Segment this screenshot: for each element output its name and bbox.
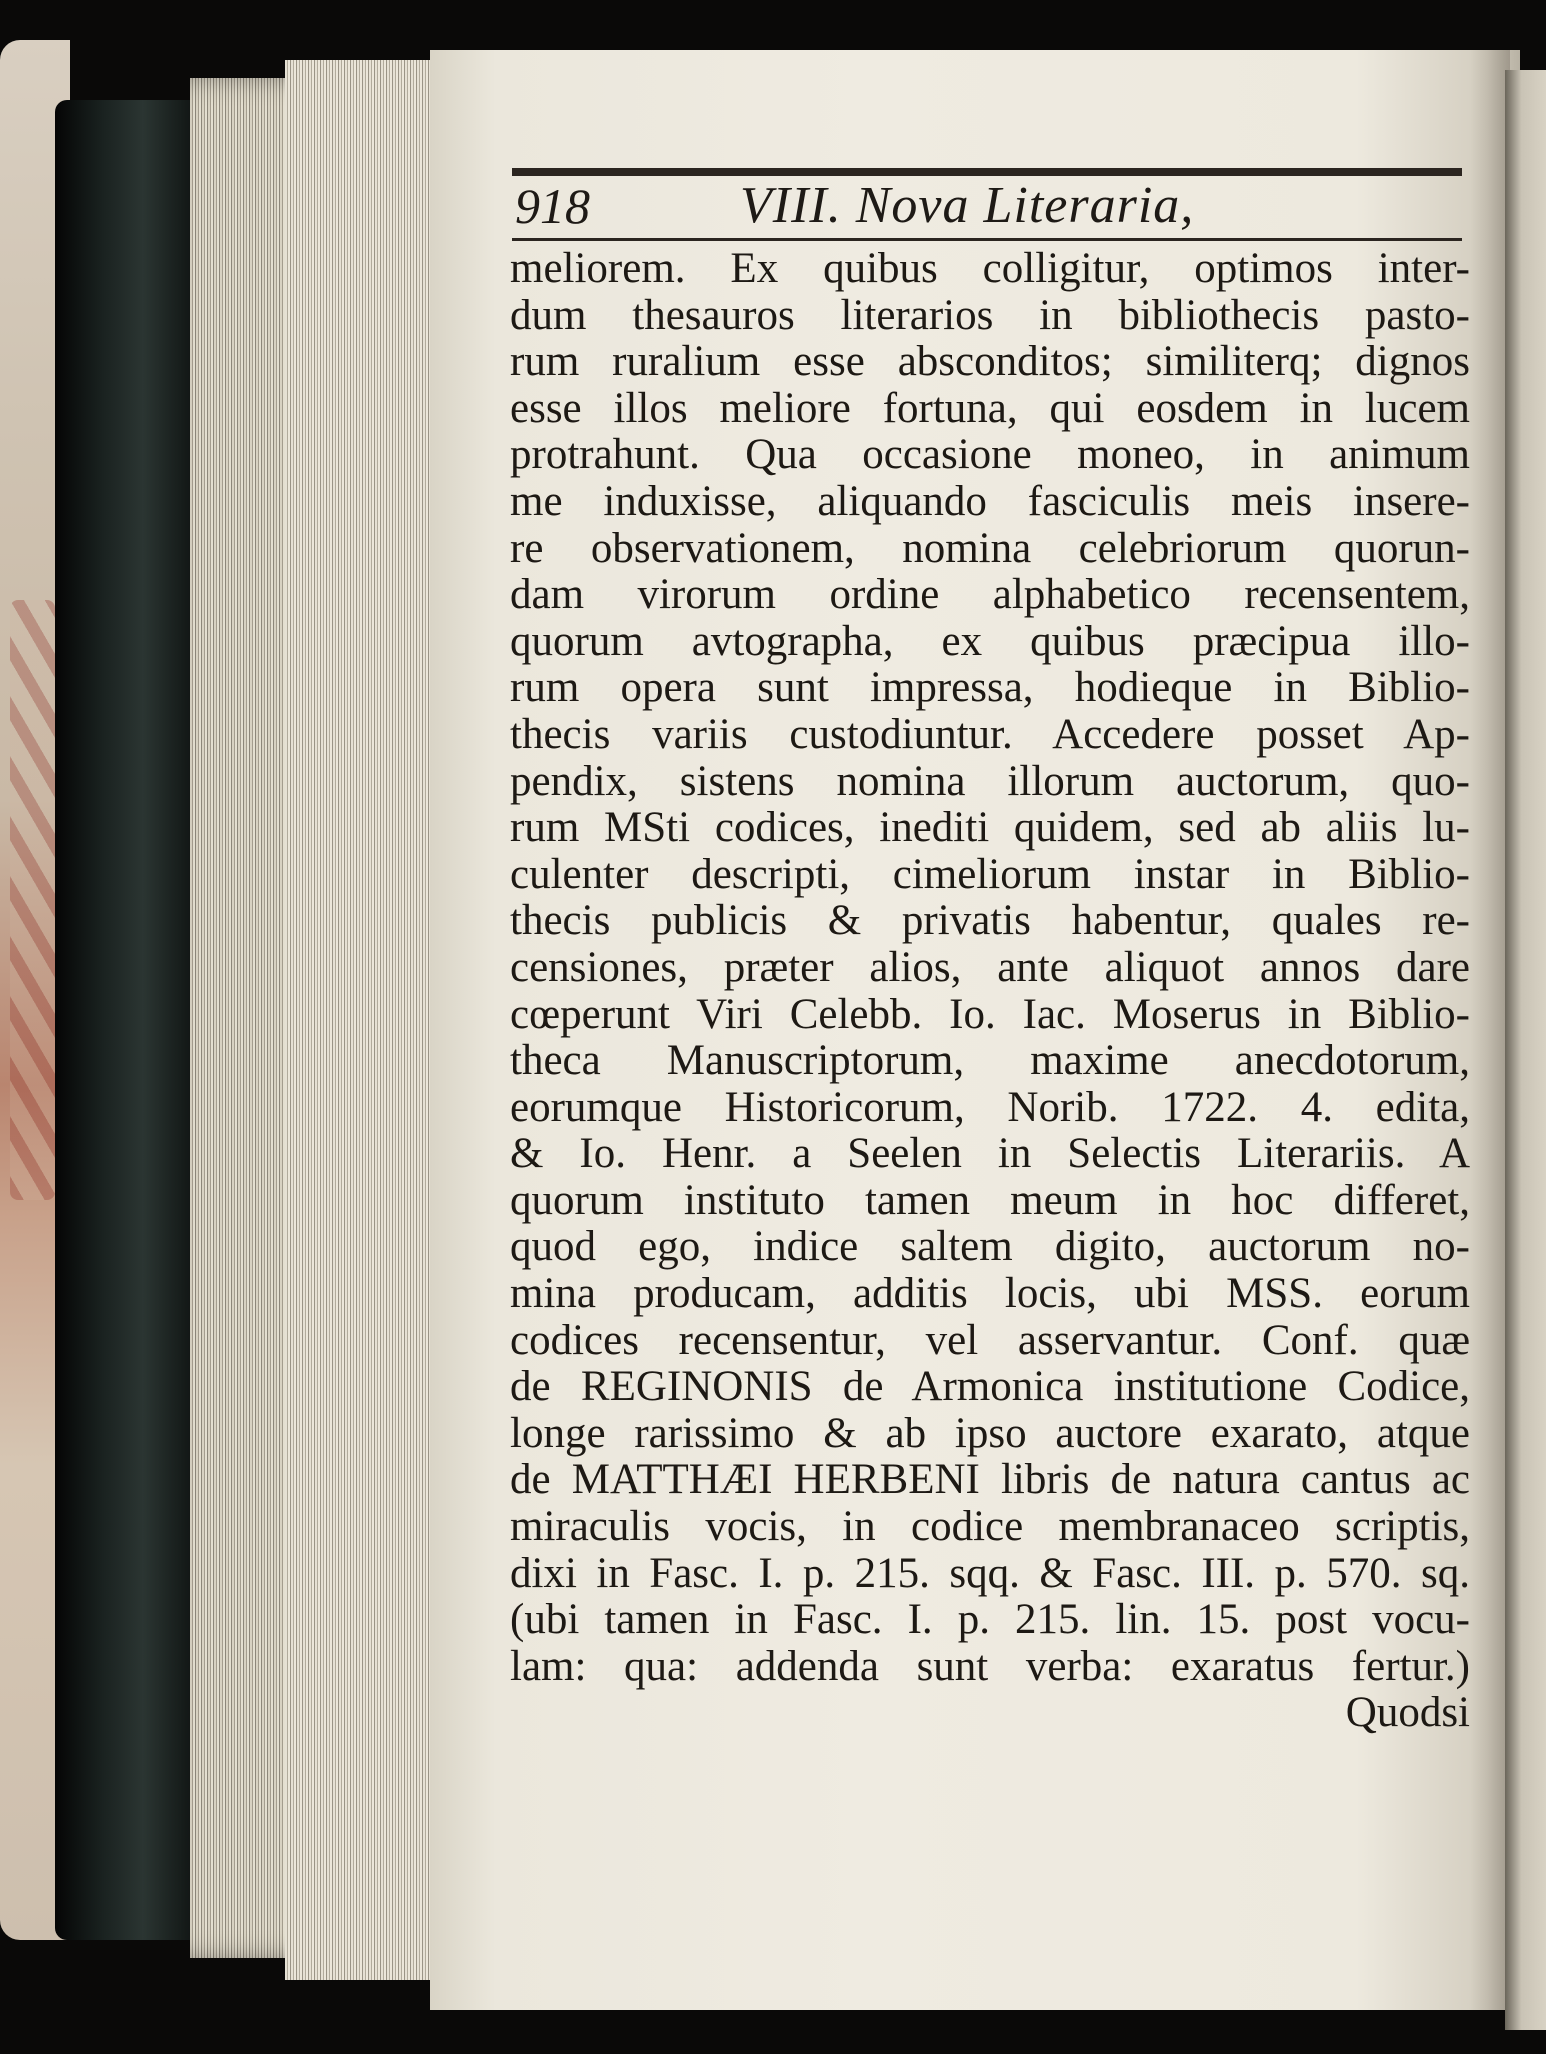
text-line: me induxisse, aliquando fasciculis meis insere- [510,477,1470,525]
text-line: censiones, præter alios, ante aliquot annos dare [510,943,1470,991]
text-line: quorum avtographa, ex quibus præcipua illo- [510,617,1470,665]
text-line: codices recensentur, vel asservantur. Conf. quæ [510,1316,1470,1364]
page-number: 918 [515,178,590,234]
text-line: thecis variis custodiuntur. Accedere posset Ap- [510,710,1470,758]
text-line: esse illos meliore fortuna, qui eosdem in lucem [510,384,1470,432]
text-line: de MATTHÆI HERBENI libris de natura cantus ac [510,1456,1470,1504]
text-line: mina producam, additis locis, ubi MSS. eorum [510,1270,1470,1318]
running-head: VIII. Nova Literaria, [740,177,1195,234]
catchword: Quodsi [1345,1689,1470,1737]
facing-page-edge [1505,70,1546,2030]
header-rule-bottom [512,238,1462,241]
page-block-edges-inner [285,60,435,1980]
text-line: eorumque Historicorum, Norib. 1722. 4. edita, [510,1083,1470,1131]
text-line: protrahunt. Qua occasione moneo, in animum [510,431,1470,479]
text-line: longe rarissimo & ab ipso auctore exarato, atque [510,1409,1470,1457]
text-line: pendix, sistens nomina illorum auctorum, quo- [510,757,1470,805]
text-line: thecis publicis & privatis habentur, quales re- [510,897,1470,945]
text-line: dum thesauros literarios in bibliothecis pasto- [510,291,1470,339]
text-line: dixi in Fasc. I. p. 215. sqq. & Fasc. III. p. 570. sq. [510,1549,1470,1597]
text-line: rum opera sunt impressa, hodieque in Biblio- [510,664,1470,712]
header-rule-top [512,168,1462,176]
page-gutter-shadow [1470,50,1510,2010]
text-line: & Io. Henr. a Seelen in Selectis Literariis. A [510,1130,1470,1178]
text-line: rum MSti codices, inediti quidem, sed ab aliis lu- [510,804,1470,852]
text-line: miraculis vocis, in codice membranaceo scriptis, [510,1503,1470,1551]
text-line: rum ruralium esse absconditos; similiterq; dignos [510,338,1470,386]
text-line: (ubi tamen in Fasc. I. p. 215. lin. 15. post vocu- [510,1596,1470,1644]
text-line: quod ego, indice saltem digito, auctorum no- [510,1223,1470,1271]
text-line: de REGINONIS de Armonica institutione Codice, [510,1363,1470,1411]
text-line: theca Manuscriptorum, maxime anecdotorum, [510,1037,1470,1085]
body-text [510,246,1470,1737]
text-line: quorum instituto tamen meum in hoc differet, [510,1176,1470,1224]
text-line: lam: qua: addenda sunt verba: exaratus fertur.) [510,1642,1470,1690]
text-line: meliorem. Ex quibus colligitur, optimos inter- [510,245,1470,292]
text-line: re observationem, nomina celebriorum quorun- [510,524,1470,572]
text-line: cœperunt Viri Celebb. Io. Iac. Moserus in Biblio- [510,990,1470,1038]
text-line: dam virorum ordine alphabetico recensentem, [510,571,1470,619]
text-line: culenter descripti, cimeliorum instar in Biblio- [510,850,1470,898]
